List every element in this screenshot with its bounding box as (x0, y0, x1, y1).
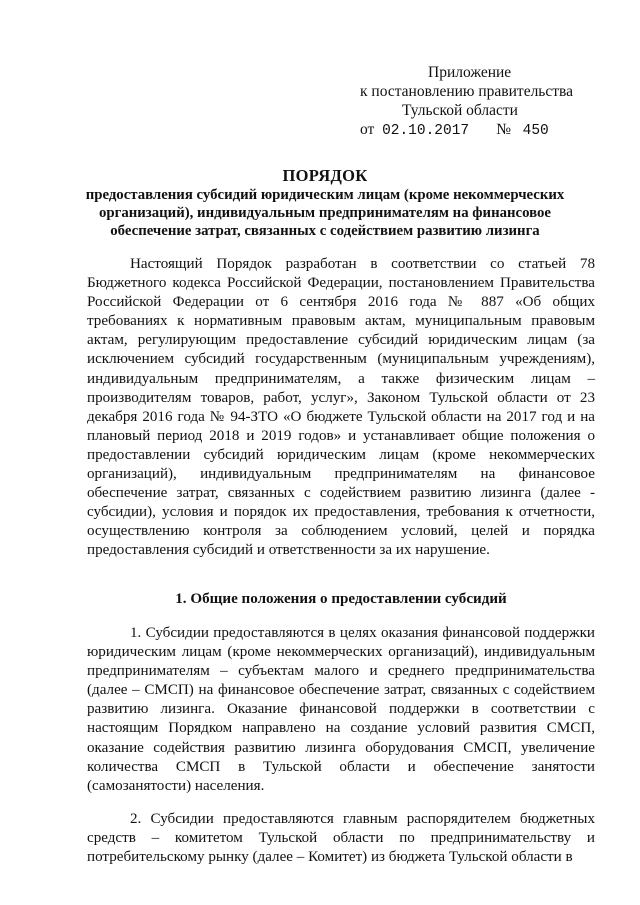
appendix-number: 450 (522, 123, 549, 139)
appendix-region-line: Тульской области (402, 102, 518, 119)
date-prefix: от (360, 121, 375, 138)
intro-paragraph: Настоящий Порядок разработан в соответствии со статьей 78 Бюджетного кодекса Российской Федерации, постановлением Правительства Российской Федерации от 6 сентября 2016 года № 887 «Об общих требованиях к нормативным правовым актам, муниципальным правовым актам, регулирующим предоставление субсидий юридическим лицам (за исключением субсидий государственным (муниципальным учреждениям), индивидуальным предпринимателям, а также физическим лицам – производителям товаров, работ, услуг», Законом Тульской области от 23 декабря 2016 года № 94-ЗТО «О бюджете Тульской области на 2017 год и на плановый период 2018 и 2019 годов» и устанавливает общие положения о предоставлении субсидий юридическим лицам (кроме некоммерческих организаций), индивидуальным предпринимателям на финансовое обеспечение затрат, связанных с содействием развитию лизинга (далее - субсидии), условия и порядок их предоставления, требования к отчетности, осуществлению контроля за соблюдением условий, целей и порядка предоставления субсидий и ответственности за их нарушение. (87, 256, 595, 559)
number-sign: № (496, 121, 512, 138)
title-subtitle: предоставления субсидий юридическим лицам (кроме некоммерческих организаций), индивидуальным предпринимателям на финансовое обеспечение затрат, связанных с содействием развитию лизинга (85, 187, 565, 239)
appendix-header (360, 63, 610, 141)
section-1-paragraph-1: 1. Субсидии предоставляются в целях оказания финансовой поддержки юридическим лицам (кроме некоммерческих организаций), индивидуальным предпринимателям – субъектам малого и среднего предпринимательства (далее – СМСП) на финансовое обеспечение затрат, связанных с содействием развитию лизинга. Оказание финансовой поддержки в соответствии с настоящим Порядком направлено на создание условий развития СМСП, оказание содействия развитию лизинга оборудования СМСП, увеличение количества СМСП в Тульской области и обеспечение занятости (самозанятости) населения. (87, 625, 595, 794)
appendix-date-line (360, 120, 610, 141)
appendix-resolution-line: к постановлению правительства (360, 83, 574, 100)
title-main: ПОРЯДОК (282, 166, 368, 185)
document-title (85, 166, 565, 240)
appendix-date: 02.10.2017 (382, 123, 470, 139)
appendix-title: Приложение (428, 64, 512, 81)
section-1-paragraph-2: 2. Субсидии предоставляются главным распорядителем бюджетных средств – комитетом Тульской области по предпринимательству и потребительскому рынку (далее – Комитет) из бюджета Тульской области в (87, 811, 595, 866)
section-1-heading: 1. Общие положения о предоставлении субсидий (175, 591, 507, 607)
